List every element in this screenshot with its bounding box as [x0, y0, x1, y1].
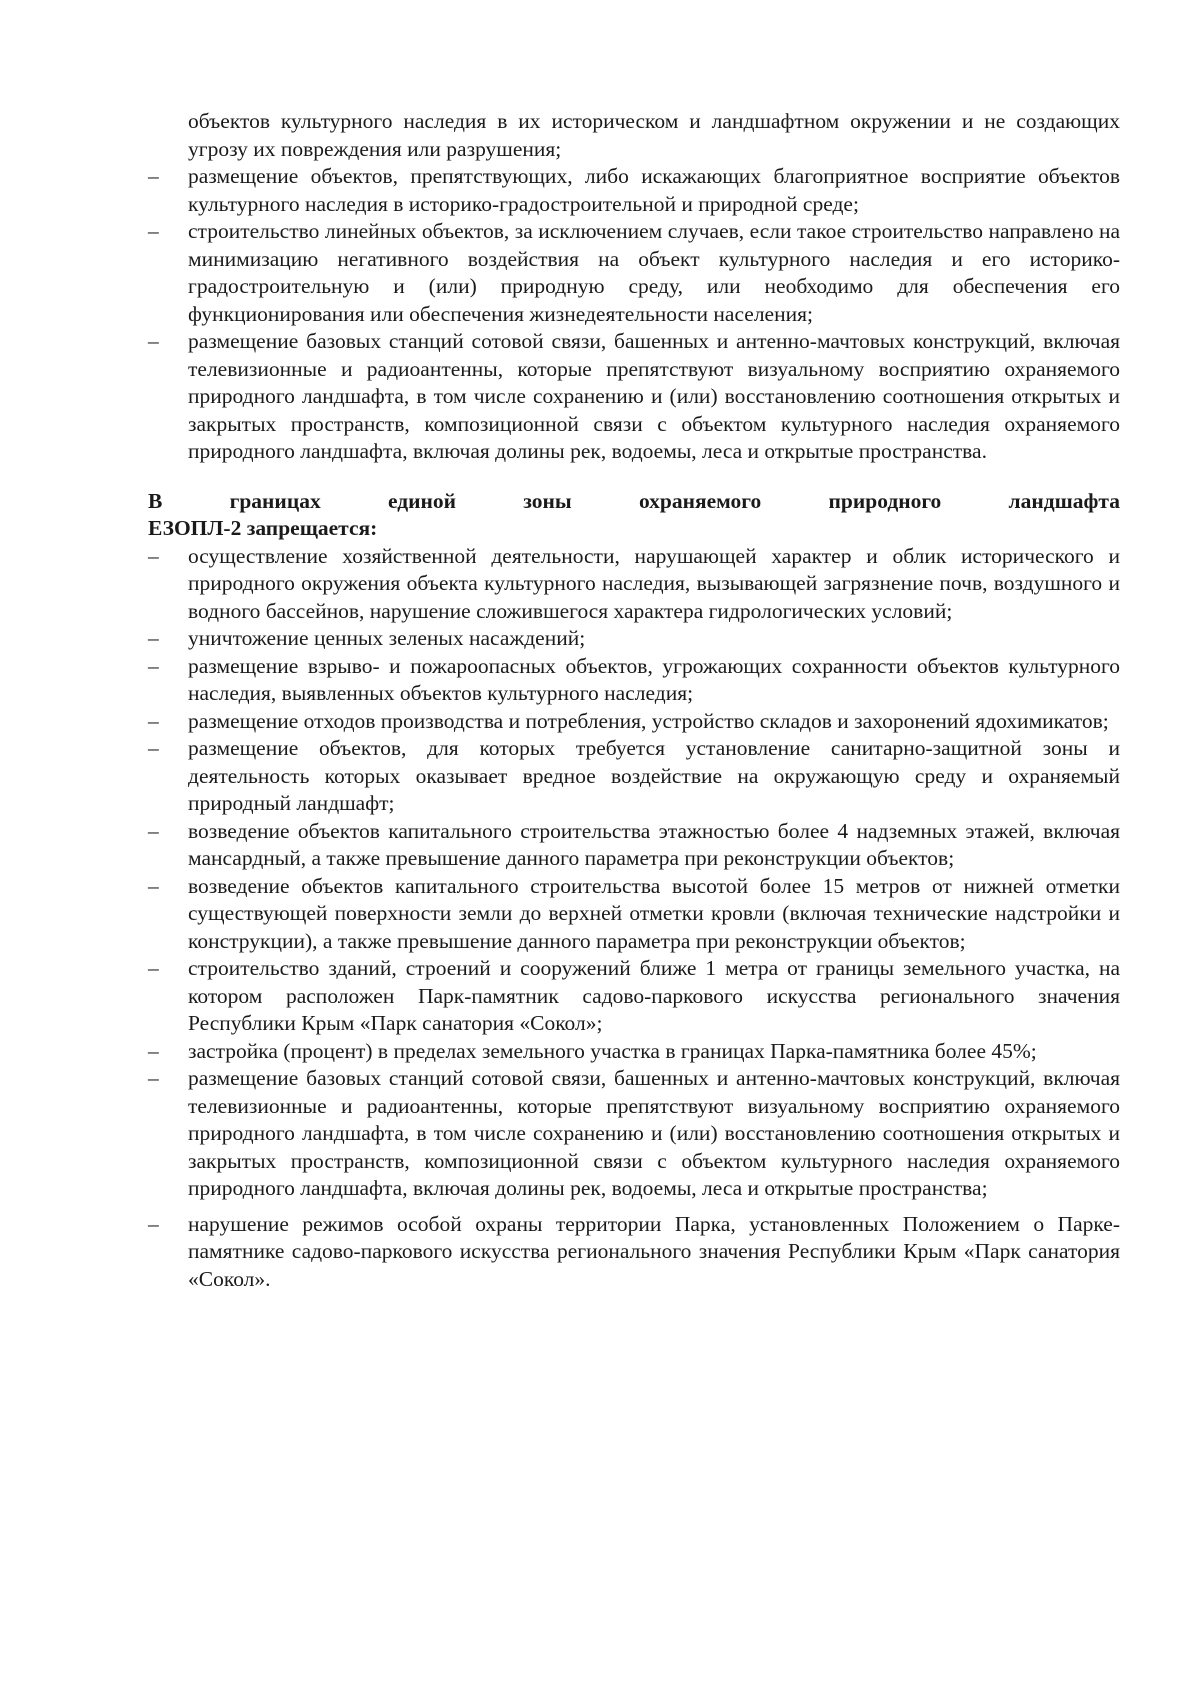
section-heading-line-1: [148, 488, 1120, 516]
list-item-text: размещение базовых станций сотовой связи, башенных и антенно-мачтовых конструкций, включая телевизионные и радиоантенны, которые препятствуют визуальному восприятию охраняемого природного ландшафта, в том числе сохранению и (или) восстановлению соотношения открытых и закрытых пространств, композиционной связи с объектом культурного наследия охраняемого природного ландшафта, включая долины рек, водоемы, леса и открытые пространства;: [188, 1066, 1120, 1200]
dash-bullet-icon: –: [148, 736, 159, 760]
list-gap: [148, 1203, 1120, 1211]
list-item-text: строительство зданий, строений и сооружений ближе 1 метра от границы земельного участка, на котором расположен Парк-памятник садово-паркового искусства регионального значения Республики Крым «Парк санатория «Сокол»;: [188, 956, 1120, 1035]
list-item: [148, 1211, 1120, 1294]
dash-bullet-icon: –: [148, 329, 159, 353]
dash-bullet-icon: –: [148, 818, 159, 843]
list-item: [148, 1065, 1120, 1203]
list-item-text: осуществление хозяйственной деятельности, нарушающей характер и облик исторического и природного окружения объекта культурного наследия, вызывающей загрязнение почв, воздушного и водного бассейнов, нарушение сложившегося характера гидрологических условий;: [188, 543, 1120, 623]
list-item: [148, 543, 1120, 626]
heading-word: зоны: [523, 488, 572, 513]
list-item-text: нарушение режимов особой охраны территории Парка, установленных Положением о Парке-памятнике садово-паркового искусства регионального значения Республики Крым «Парк санатория «Сокол».: [188, 1211, 1120, 1291]
list-item-text: размещение объектов, для которых требуется установление санитарно-защитной зоны и деятельность которых оказывает вредное воздействие на окружающую среду и охраняемый природный ландшафт;: [188, 736, 1120, 815]
continuation-text: объектов культурного наследия в их историческом и ландшафтном окружении и не создающих угрозу их повреждения или разрушения;: [188, 109, 1120, 161]
heading-word: охраняемого: [638, 488, 762, 513]
heading-word: ландшафта: [1008, 488, 1120, 513]
list-item: [148, 818, 1120, 873]
list-item-text: размещение объектов, препятствующих, либо искажающих благоприятное восприятие объектов культурного наследия в историко-градостроительной и природной среде;: [188, 164, 1120, 216]
dash-bullet-icon: –: [148, 1066, 159, 1090]
list-item-text: возведение объектов капитального строительства высотой более 15 метров от нижней отметки существующей поверхности земли до верхней отметки кровли (включая технические надстройки и конструкции), а также превышение данного параметра при реконструкции объектов;: [188, 873, 1120, 953]
section-heading-line-2: ЕЗОПЛ-2 запрещается:: [148, 516, 378, 540]
list-item: [148, 653, 1120, 708]
list-item-text: застройка (процент) в пределах земельного участка в границах Парка-памятника более 45%;: [188, 1038, 1037, 1063]
section-heading: [148, 488, 1120, 543]
restrictions-list-1: [148, 163, 1120, 466]
list-item: [148, 955, 1120, 1038]
list-item: [148, 873, 1120, 956]
list-item-text: размещение базовых станций сотовой связи, башенных и антенно-мачтовых конструкций, включая телевизионные и радиоантенны, которые препятствуют визуальному восприятию охраняемого природного ландшафта, в том числе сохранению и (или) восстановлению соотношения открытых и закрытых пространств, композиционной связи с объектом культурного наследия охраняемого природного ландшафта, включая долины рек, водоемы, леса и открытые пространства.: [188, 329, 1120, 463]
list-item: [148, 625, 1120, 653]
list-item: [148, 1038, 1120, 1066]
list-item: [148, 218, 1120, 328]
list-item: [148, 163, 1120, 218]
continuation-paragraph: [148, 108, 1120, 163]
list-item-text: возведение объектов капитального строительства этажностью более 4 надземных этажей, включая мансардный, а также превышение данного параметра при реконструкции объектов;: [188, 818, 1120, 870]
dash-bullet-icon: –: [148, 873, 159, 898]
list-item: [148, 328, 1120, 466]
dash-bullet-icon: –: [148, 219, 159, 243]
list-item: [148, 735, 1120, 818]
heading-word: единой: [387, 488, 457, 513]
dash-bullet-icon: –: [148, 653, 159, 678]
heading-word: В: [148, 488, 163, 513]
document-body: [148, 108, 1120, 1293]
restrictions-list-2: [148, 543, 1120, 1294]
dash-bullet-icon: –: [148, 1038, 159, 1063]
list-item-text: размещение взрыво- и пожароопасных объектов, угрожающих сохранности объектов культурного наследия, выявленных объектов культурного наследия;: [188, 653, 1120, 705]
dash-bullet-icon: –: [148, 626, 159, 650]
dash-bullet-icon: –: [148, 543, 159, 568]
heading-word: границах: [229, 488, 321, 513]
dash-bullet-icon: –: [148, 708, 159, 733]
dash-bullet-icon: –: [148, 1211, 159, 1236]
dash-bullet-icon: –: [148, 164, 159, 188]
list-item-text: размещение отходов производства и потребления, устройство складов и захоронений ядохимикатов;: [188, 708, 1109, 733]
heading-word: природного: [828, 488, 942, 513]
list-item: [148, 708, 1120, 736]
list-item-text: уничтожение ценных зеленых насаждений;: [188, 626, 586, 650]
list-item-text: строительство линейных объектов, за исключением случаев, если такое строительство направлено на минимизацию негативного воздействия на объект культурного наследия и его историко-градостроительную и (или) природную среду, или необходимо для обеспечения его функционирования или обеспечения жизнедеятельности населения;: [188, 219, 1120, 326]
dash-bullet-icon: –: [148, 956, 159, 980]
